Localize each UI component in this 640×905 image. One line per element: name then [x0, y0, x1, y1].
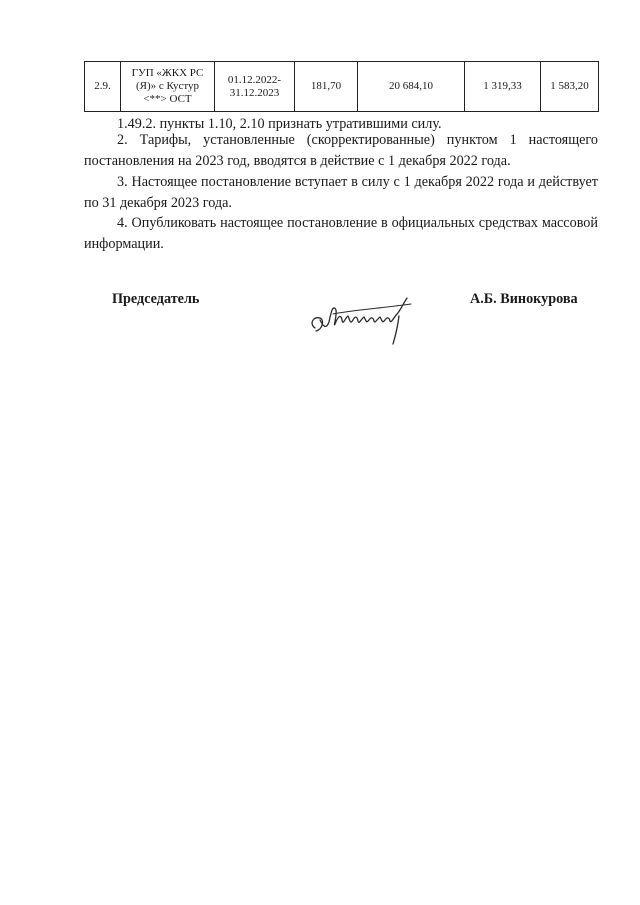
tariff-table	[84, 61, 599, 112]
paragraph-2: 2. Тарифы, установленные (скорректированные) пунктом 1 настоящего постановления на 2023 год, вводятся в действие с 1 декабря 2022 года.	[84, 132, 598, 169]
handwritten-signature	[303, 290, 433, 350]
signatory-name: А.Б. Винокурова	[470, 291, 578, 307]
paragraph-3: 3. Настоящее постановление вступает в силу с 1 декабря 2022 года и действует по 31 декабря 2023 года.	[84, 174, 598, 211]
period-line-2: 31.12.2023	[229, 86, 280, 99]
period-line-1: 01.12.2022-	[227, 73, 282, 86]
paragraph-4: 4. Опубликовать настоящее постановление в официальных средствах массовой информации.	[84, 215, 598, 252]
table-row	[85, 62, 599, 112]
org-line-3: <**> ОСТ	[143, 93, 192, 105]
org-line-2: (Я)» с Кустур	[135, 80, 200, 92]
value-cell-4: 1 583,20	[541, 62, 599, 112]
organization-cell	[121, 62, 215, 112]
value-cell-2: 20 684,10	[358, 62, 465, 112]
signatory-title: Председатель	[112, 291, 200, 307]
value-cell-3: 1 319,33	[465, 62, 541, 112]
value-cell-1: 181,70	[295, 62, 358, 112]
row-number: 2.9.	[85, 62, 121, 112]
org-line-1: ГУП «ЖКХ РС	[131, 67, 204, 79]
paragraph-1-49-2: 1.49.2. пункты 1.10, 2.10 признать утратившими силу.	[117, 116, 442, 132]
period-cell	[215, 62, 295, 112]
